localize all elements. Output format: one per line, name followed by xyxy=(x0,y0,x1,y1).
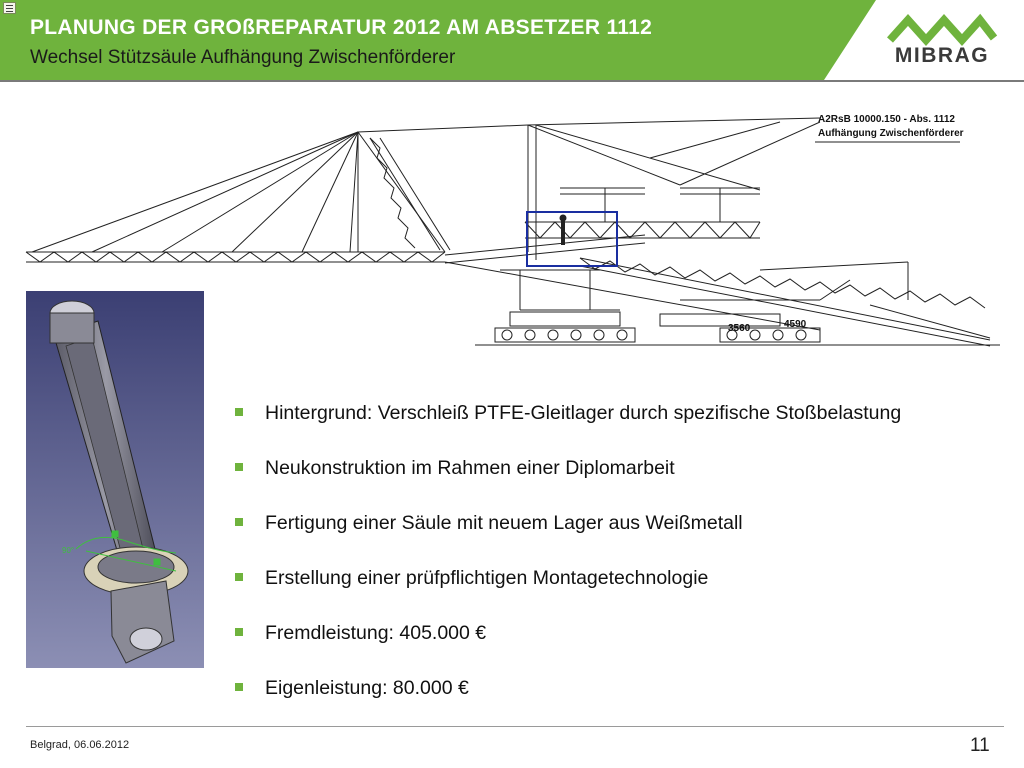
bullet-item: Erstellung einer prüfpflichtigen Montagetechnologie xyxy=(232,563,901,618)
footer-location-date: Belgrad, 06.06.2012 xyxy=(30,739,130,751)
slide-header xyxy=(0,0,1024,80)
bullet-item: Hintergrund: Verschleiß PTFE-Gleitlager durch spezifische Stoßbelastung xyxy=(232,398,901,453)
bullet-square-icon xyxy=(235,463,243,471)
bullet-list xyxy=(232,398,901,728)
dimension-label-right: 4590 xyxy=(784,319,807,330)
support-column-cad-image xyxy=(26,291,204,668)
drawing-label-subtitle: Aufhängung Zwischenförderer xyxy=(818,128,964,139)
cad-angle-label: 90° xyxy=(62,546,75,555)
bullet-square-icon xyxy=(235,518,243,526)
slide-subtitle: Wechsel Stützsäule Aufhängung Zwischenförderer xyxy=(30,47,456,68)
logo-text: MIBRAG xyxy=(894,44,990,67)
bullet-item: Fertigung einer Säule mit neuem Lager aus Weißmetall xyxy=(232,508,901,563)
bullet-item: Eigenleistung: 80.000 € xyxy=(232,673,901,728)
bullet-square-icon xyxy=(235,408,243,416)
bullet-square-icon xyxy=(235,683,243,691)
bullet-item: Fremdleistung: 405.000 € xyxy=(232,618,901,673)
footer-divider xyxy=(26,726,1004,727)
page-number: 11 xyxy=(970,735,990,756)
drawing-label-title: A2RsB 10000.150 - Abs. 1112 xyxy=(818,114,955,125)
bullet-square-icon xyxy=(235,628,243,636)
dimension-label-left: 3560 xyxy=(728,323,751,334)
bullet-item: Neukonstruktion im Rahmen einer Diplomarbeit xyxy=(232,453,901,508)
slide-title: PLANUNG DER GROßREPARATUR 2012 AM ABSETZER 1112 xyxy=(30,16,653,39)
header-divider xyxy=(0,80,1024,82)
notes-icon[interactable] xyxy=(3,2,16,14)
bullet-square-icon xyxy=(235,573,243,581)
